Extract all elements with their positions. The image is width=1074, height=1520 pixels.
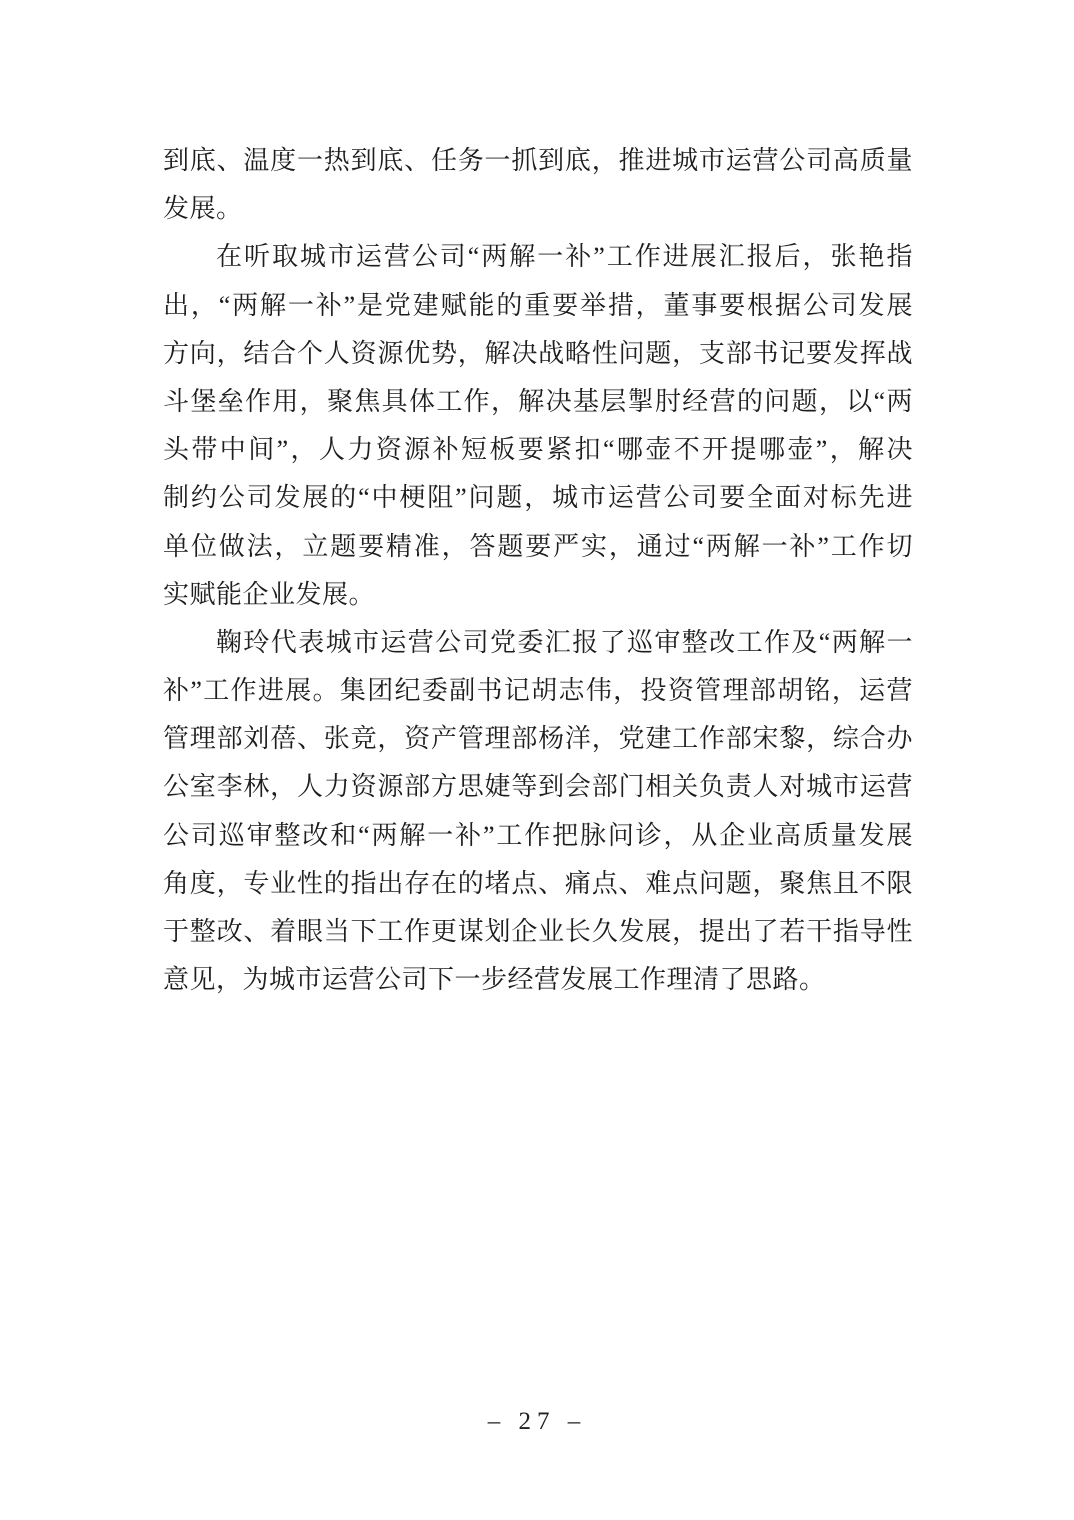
body-text bbox=[163, 137, 913, 1004]
text-line: 公司巡审整改和“两解一补”工作把脉问诊，从企业高质量发展 bbox=[163, 820, 913, 850]
text-line: 出，“两解一补”是党建赋能的重要举措，董事要根据公司发展 bbox=[163, 290, 913, 320]
text-line: 在听取城市运营公司“两解一补”工作进展汇报后，张艳指 bbox=[216, 242, 913, 272]
text-line: 单位做法，立题要精准，答题要严实，通过“两解一补”工作切 bbox=[163, 531, 913, 561]
paragraph bbox=[163, 233, 913, 619]
text-line: 制约公司发展的“中梗阻”问题，城市运营公司要全面对标先进 bbox=[163, 483, 913, 513]
text-line: 斗堡垒作用，聚焦具体工作，解决基层掣肘经营的问题，以“两 bbox=[163, 386, 913, 416]
text-line: 公室李林，人力资源部方思婕等到会部门相关负责人对城市运营 bbox=[163, 772, 913, 802]
page-number: – 27 – bbox=[487, 1408, 587, 1435]
text-line: 鞠玲代表城市运营公司党委汇报了巡审整改工作及“两解一 bbox=[216, 627, 913, 657]
text-line: 于整改、着眼当下工作更谋划企业长久发展，提出了若干指导性 bbox=[163, 917, 913, 946]
text-line: 补”工作进展。集团纪委副书记胡志伟，投资管理部胡铭，运营 bbox=[163, 676, 913, 706]
text-line: 实赋能企业发展。 bbox=[163, 579, 376, 609]
text-line: 角度，专业性的指出存在的堵点、痛点、难点问题，聚焦且不限 bbox=[163, 868, 913, 898]
text-line: 头带中间”，人力资源补短板要紧扣“哪壶不开提哪壶”，解决 bbox=[163, 435, 913, 465]
paragraph bbox=[163, 137, 913, 233]
text-line: 方向，结合个人资源优势，解决战略性问题，支部书记要发挥战 bbox=[163, 338, 913, 368]
text-line: 管理部刘蓓、张竞，资产管理部杨洋，党建工作部宋黎，综合办 bbox=[163, 724, 913, 754]
text-line: 发展。 bbox=[163, 194, 243, 224]
text-line: 到底、温度一热到底、任务一抓到底，推进城市运营公司高质量 bbox=[163, 146, 913, 175]
text-line: 意见，为城市运营公司下一步经营发展工作理清了思路。 bbox=[163, 965, 826, 995]
paragraph bbox=[163, 619, 913, 1005]
